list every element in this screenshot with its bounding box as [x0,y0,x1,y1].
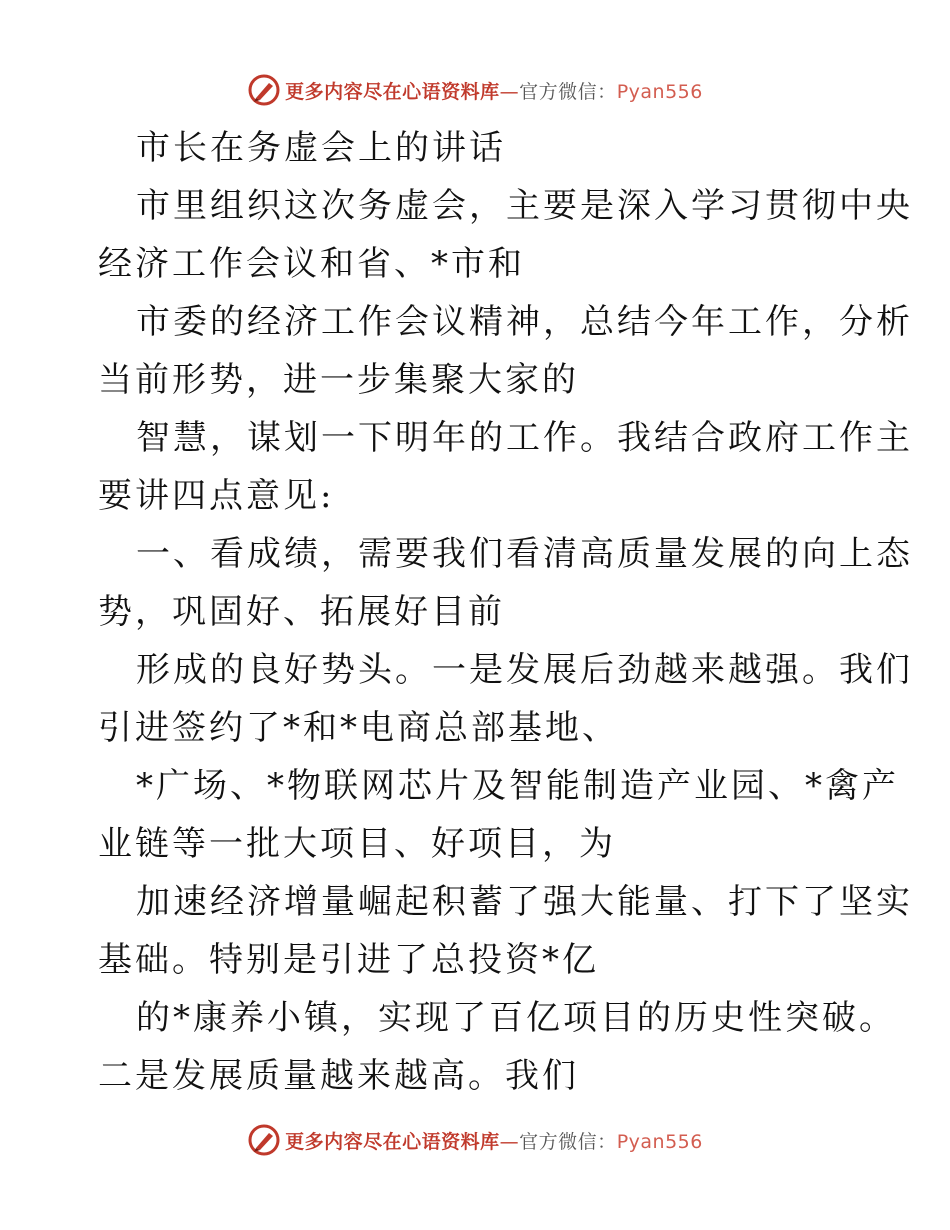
text-line: 市委的经济工作会议精神，总结今年工作，分析 [136,302,913,342]
text-line: 业链等一批大项目、好项目，为 [98,824,616,864]
text-line: 经济工作会议和省、*市和 [98,244,525,284]
watermark-brand: 更多内容尽在心语资料库 [285,80,500,103]
text-line: 基础。特别是引进了总投资*亿 [98,940,599,980]
watermark-dash: — [499,80,520,103]
text-line: 市里组织这次务虚会，主要是深入学习贯彻中央 [136,186,913,226]
watermark-label: 官方微信： [519,1130,617,1153]
watermark-label: 官方微信： [519,80,617,103]
text-line: 智慧，谋划一下明年的工作。我结合政府工作主 [136,418,913,458]
watermark-id: Pyan556 [616,80,703,103]
text-line: 当前形势，进一步集聚大家的 [98,360,579,400]
text-line: 加速经济增量崛起积蓄了强大能量、打下了坚实 [136,882,913,922]
text-line: 势，巩固好、拓展好目前 [98,592,505,632]
text-line: *广场、*物联网芯片及智能制造产业园、*禽产 [136,766,899,806]
watermark-brand: 更多内容尽在心语资料库 [285,1130,500,1153]
text-line: 一、看成绩，需要我们看清高质量发展的向上态 [136,534,913,574]
footer-watermark [0,1120,950,1160]
text-line: 引进签约了*和*电商总部基地、 [98,708,619,748]
text-line: 形成的良好势头。一是发展后劲越来越强。我们 [136,650,913,690]
pen-logo-icon [247,1123,281,1157]
watermark-text [285,1127,703,1154]
watermark-dash: — [499,1130,520,1153]
header-watermark [0,70,950,110]
pen-logo-icon [247,73,281,107]
text-line: 要讲四点意见: [98,476,335,516]
watermark-id: Pyan556 [616,1130,703,1153]
text-line: 二是发展质量越来越高。我们 [98,1056,579,1096]
text-line: 的*康养小镇，实现了百亿项目的历史性突破。 [136,998,896,1038]
watermark-text [285,77,703,104]
document-title: 市长在务虚会上的讲话 [136,128,506,168]
